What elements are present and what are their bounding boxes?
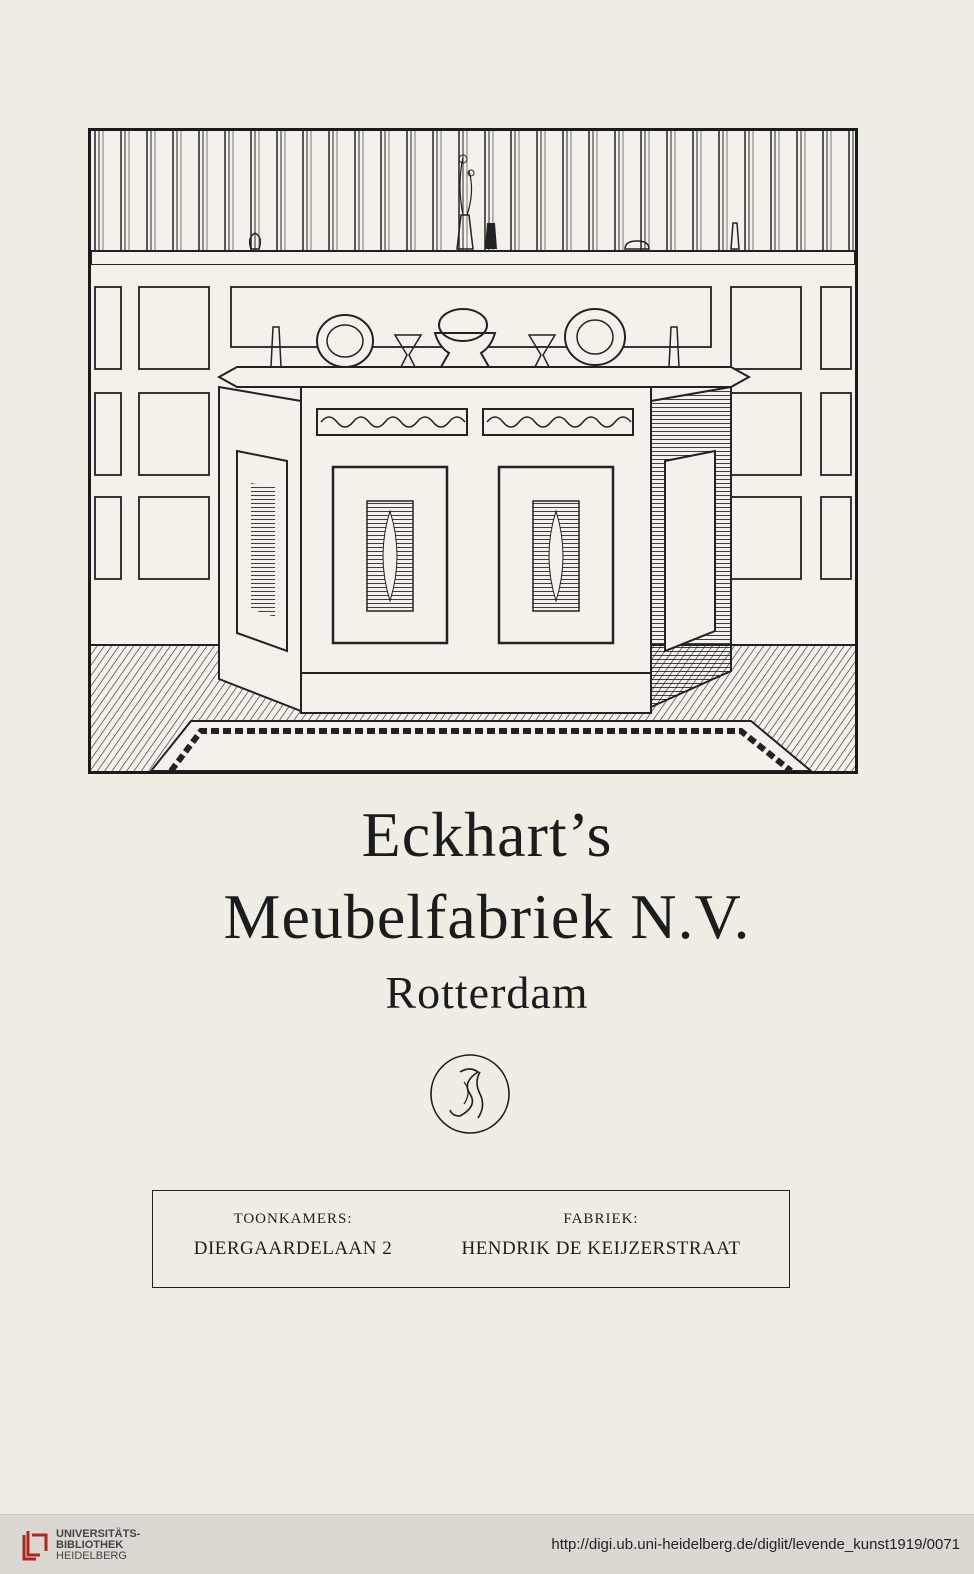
factory-block [431,1211,771,1260]
showroom-address: DIERGAARDELAAN 2 [193,1238,393,1259]
factory-label: FABRIEK: [563,1211,639,1227]
monogram-emblem-icon [428,1052,512,1136]
address-box [152,1190,790,1288]
library-footer [0,1514,974,1574]
university-logo-icon [22,1531,48,1561]
company-name-line1: Eckhart’s [361,799,613,870]
factory-address: HENDRIK DE KEIJZERSTRAAT [461,1238,741,1259]
sideboard-illustration [88,128,858,774]
showroom-label: TOONKAMERS: [233,1211,353,1227]
source-url-link[interactable]: http://digi.ub.uni-heidelberg.de/diglit/levende_kunst1919/0071 [551,1536,960,1553]
company-name-line2: Meubelfabriek N.V. [223,881,751,952]
company-city: Rotterdam [385,967,589,1018]
library-name: UNIVERSITÄTS- BIBLIOTHEK HEIDELBERG [56,1528,141,1562]
showroom-block [173,1211,413,1260]
sideboard-engraving-icon [91,131,855,771]
